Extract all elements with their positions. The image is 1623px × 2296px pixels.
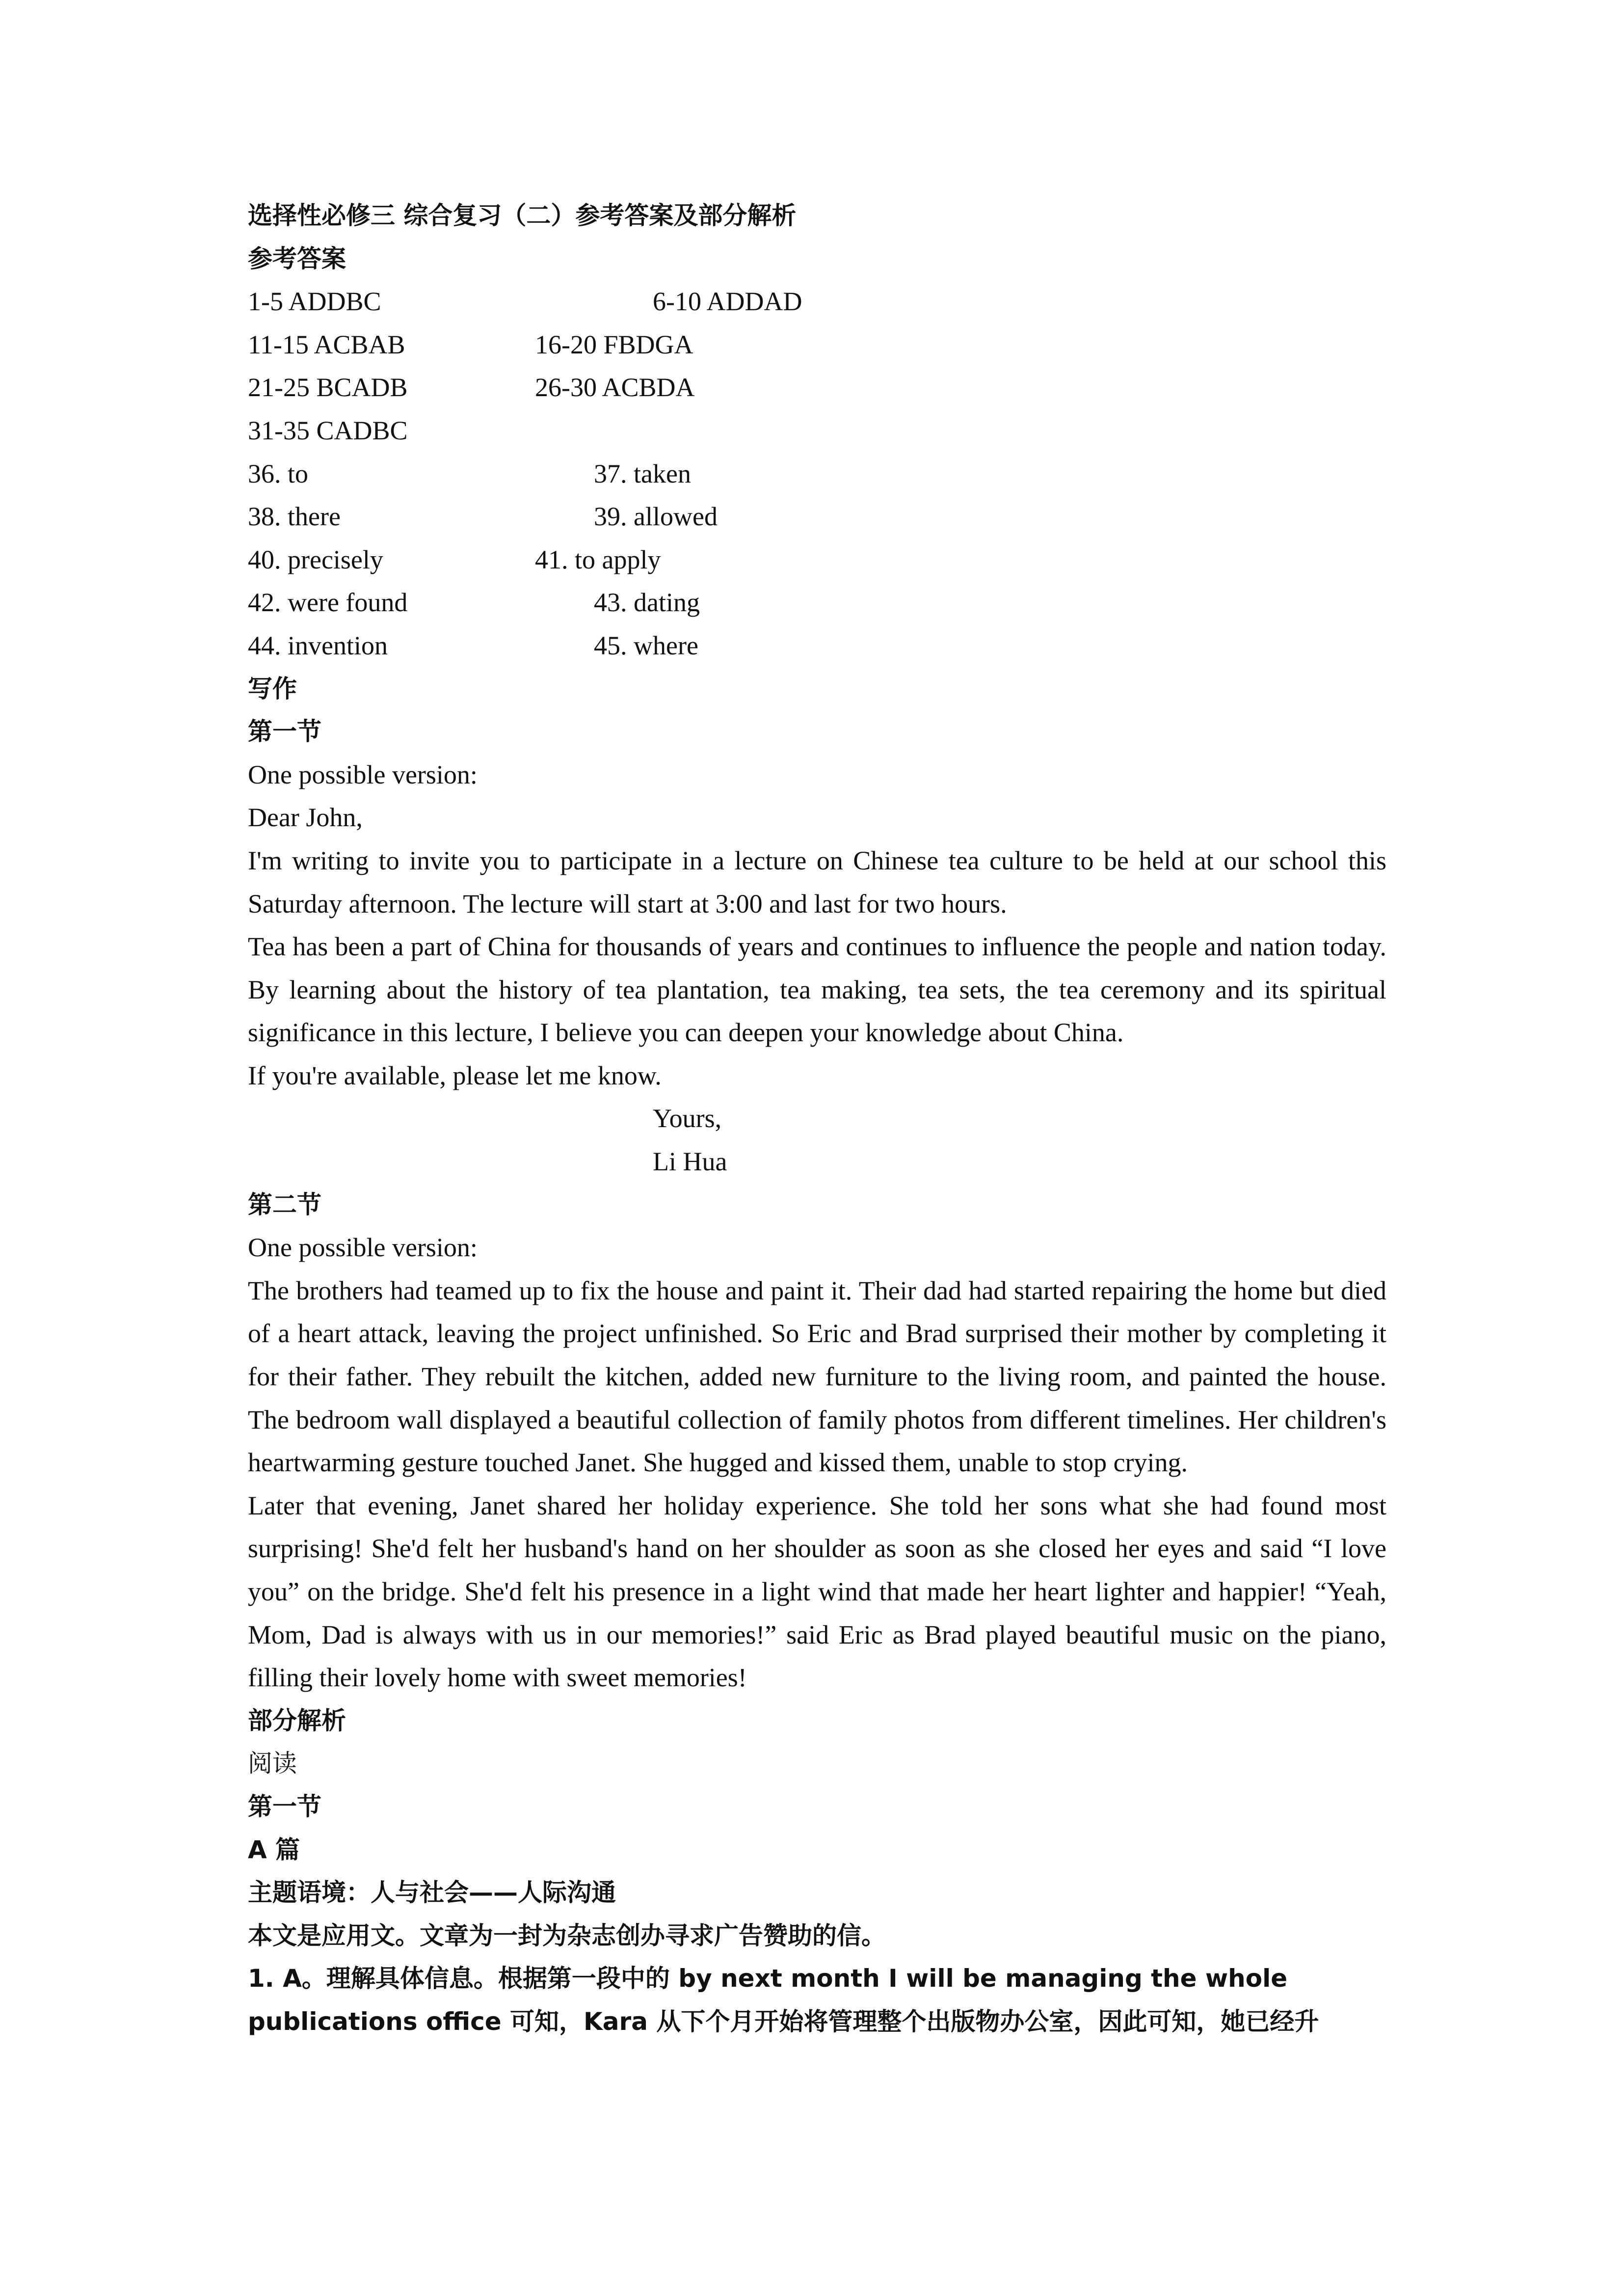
answer-left: 11-15 ACBAB <box>248 329 405 359</box>
answer-right: 16-20 FBDGA <box>535 329 693 359</box>
answers-heading: 参考答案 <box>248 244 346 273</box>
passage-heading: A 篇 <box>248 1835 300 1864</box>
letter-greeting: Dear John, <box>248 803 363 833</box>
question-explanation-continued: publications office 可知，Kara 从下个月开始将管理整个出版物办公室，因此可知，她已经升 <box>248 2007 1319 2036</box>
story-paragraph: The brothers had teamed up to fix the house and paint it. Their dad had started repairing the home but died of a heart attack, leaving the project unfinished. So Eric and Brad surprised their mother by completing it for their father. They rebuilt the kitchen, added new furniture to the living room, and painted the house. The bedroom wall displayed a beautiful collection of family photos from different timelines. Her children's heartwarming gesture touched Janet. She hugged and kissed them, unable to stop crying. <box>248 1275 1386 1478</box>
section2-heading: 第二节 <box>248 1190 321 1219</box>
letter-paragraph: I'm writing to invite you to participate in a lecture on Chinese tea culture to be held at our school this Saturday afternoon. The lecture will start at 3:00 and last for two hours. <box>248 845 1386 918</box>
answer-right: 39. allowed <box>594 502 718 532</box>
passage-summary: 本文是应用文。文章为一封为杂志创办寻求广告赞助的信。 <box>248 1921 886 1950</box>
answer-left: 36. to <box>248 459 309 488</box>
answer-row <box>248 409 1386 453</box>
answer-left: 38. there <box>248 502 341 532</box>
theme-context: 主题语境：人与社会——人际沟通 <box>248 1878 616 1907</box>
question-explanation: 1. A。理解具体信息。根据第一段中的 by next month I will be managing the whole <box>248 1964 1288 1993</box>
answer-left: 44. invention <box>248 630 388 660</box>
answer-left: 21-25 BCADB <box>248 373 408 403</box>
writing-heading: 写作 <box>248 674 297 703</box>
answer-row <box>248 624 1386 668</box>
answer-right: 6-10 ADDAD <box>653 287 802 317</box>
answer-right: 41. to apply <box>535 544 661 574</box>
letter-closing: Yours, <box>653 1104 722 1134</box>
answer-document <box>248 194 1386 2044</box>
answer-left: 40. precisely <box>248 544 383 574</box>
letter-paragraph: If you're available, please let me know. <box>248 1060 662 1090</box>
section1-heading: 第一节 <box>248 717 321 746</box>
answer-row <box>248 581 1386 624</box>
section1-version-label: One possible version: <box>248 759 478 789</box>
letter-paragraph: Tea has been a part of China for thousands of years and continues to influence the people and nation today. By learning about the history of tea plantation, tea making, tea sets, the tea ceremony and its spiritual significance in this lecture, I believe you can deepen your knowledge about China. <box>248 932 1386 1048</box>
answer-left: 1-5 ADDBC <box>248 287 381 317</box>
answer-right: 26-30 ACBDA <box>535 373 695 403</box>
answer-row <box>248 280 1386 324</box>
section2-version-label: One possible version: <box>248 1233 478 1263</box>
document-title: 选择性必修三 综合复习（二）参考答案及部分解析 <box>248 201 797 230</box>
answer-row <box>248 324 1386 367</box>
answer-row <box>248 539 1386 582</box>
reading-heading: 阅读 <box>248 1749 297 1778</box>
analysis-heading: 部分解析 <box>248 1706 346 1735</box>
answer-right: 45. where <box>594 630 698 660</box>
answer-key-list <box>248 280 1386 667</box>
answer-left: 31-35 CADBC <box>248 415 408 445</box>
answer-right: 37. taken <box>594 459 691 488</box>
answer-row <box>248 495 1386 539</box>
story-paragraph: Later that evening, Janet shared her holiday experience. She told her sons what she had found most surprising! She'd felt her husband's hand on her shoulder as soon as she closed her eyes and said “I love you” on the bridge. She'd felt his presence in a light wind that made her heart lighter and happier! “Yeah, Mom, Dad is always with us in our memories!” said Eric as Brad played beautiful music on the piano, filling their lovely home with sweet memories! <box>248 1490 1386 1693</box>
letter-signature: Li Hua <box>653 1147 727 1177</box>
answer-row <box>248 366 1386 409</box>
reading-section-heading: 第一节 <box>248 1792 321 1821</box>
answer-right: 43. dating <box>594 588 700 618</box>
answer-left: 42. were found <box>248 588 408 618</box>
answer-row <box>248 453 1386 496</box>
